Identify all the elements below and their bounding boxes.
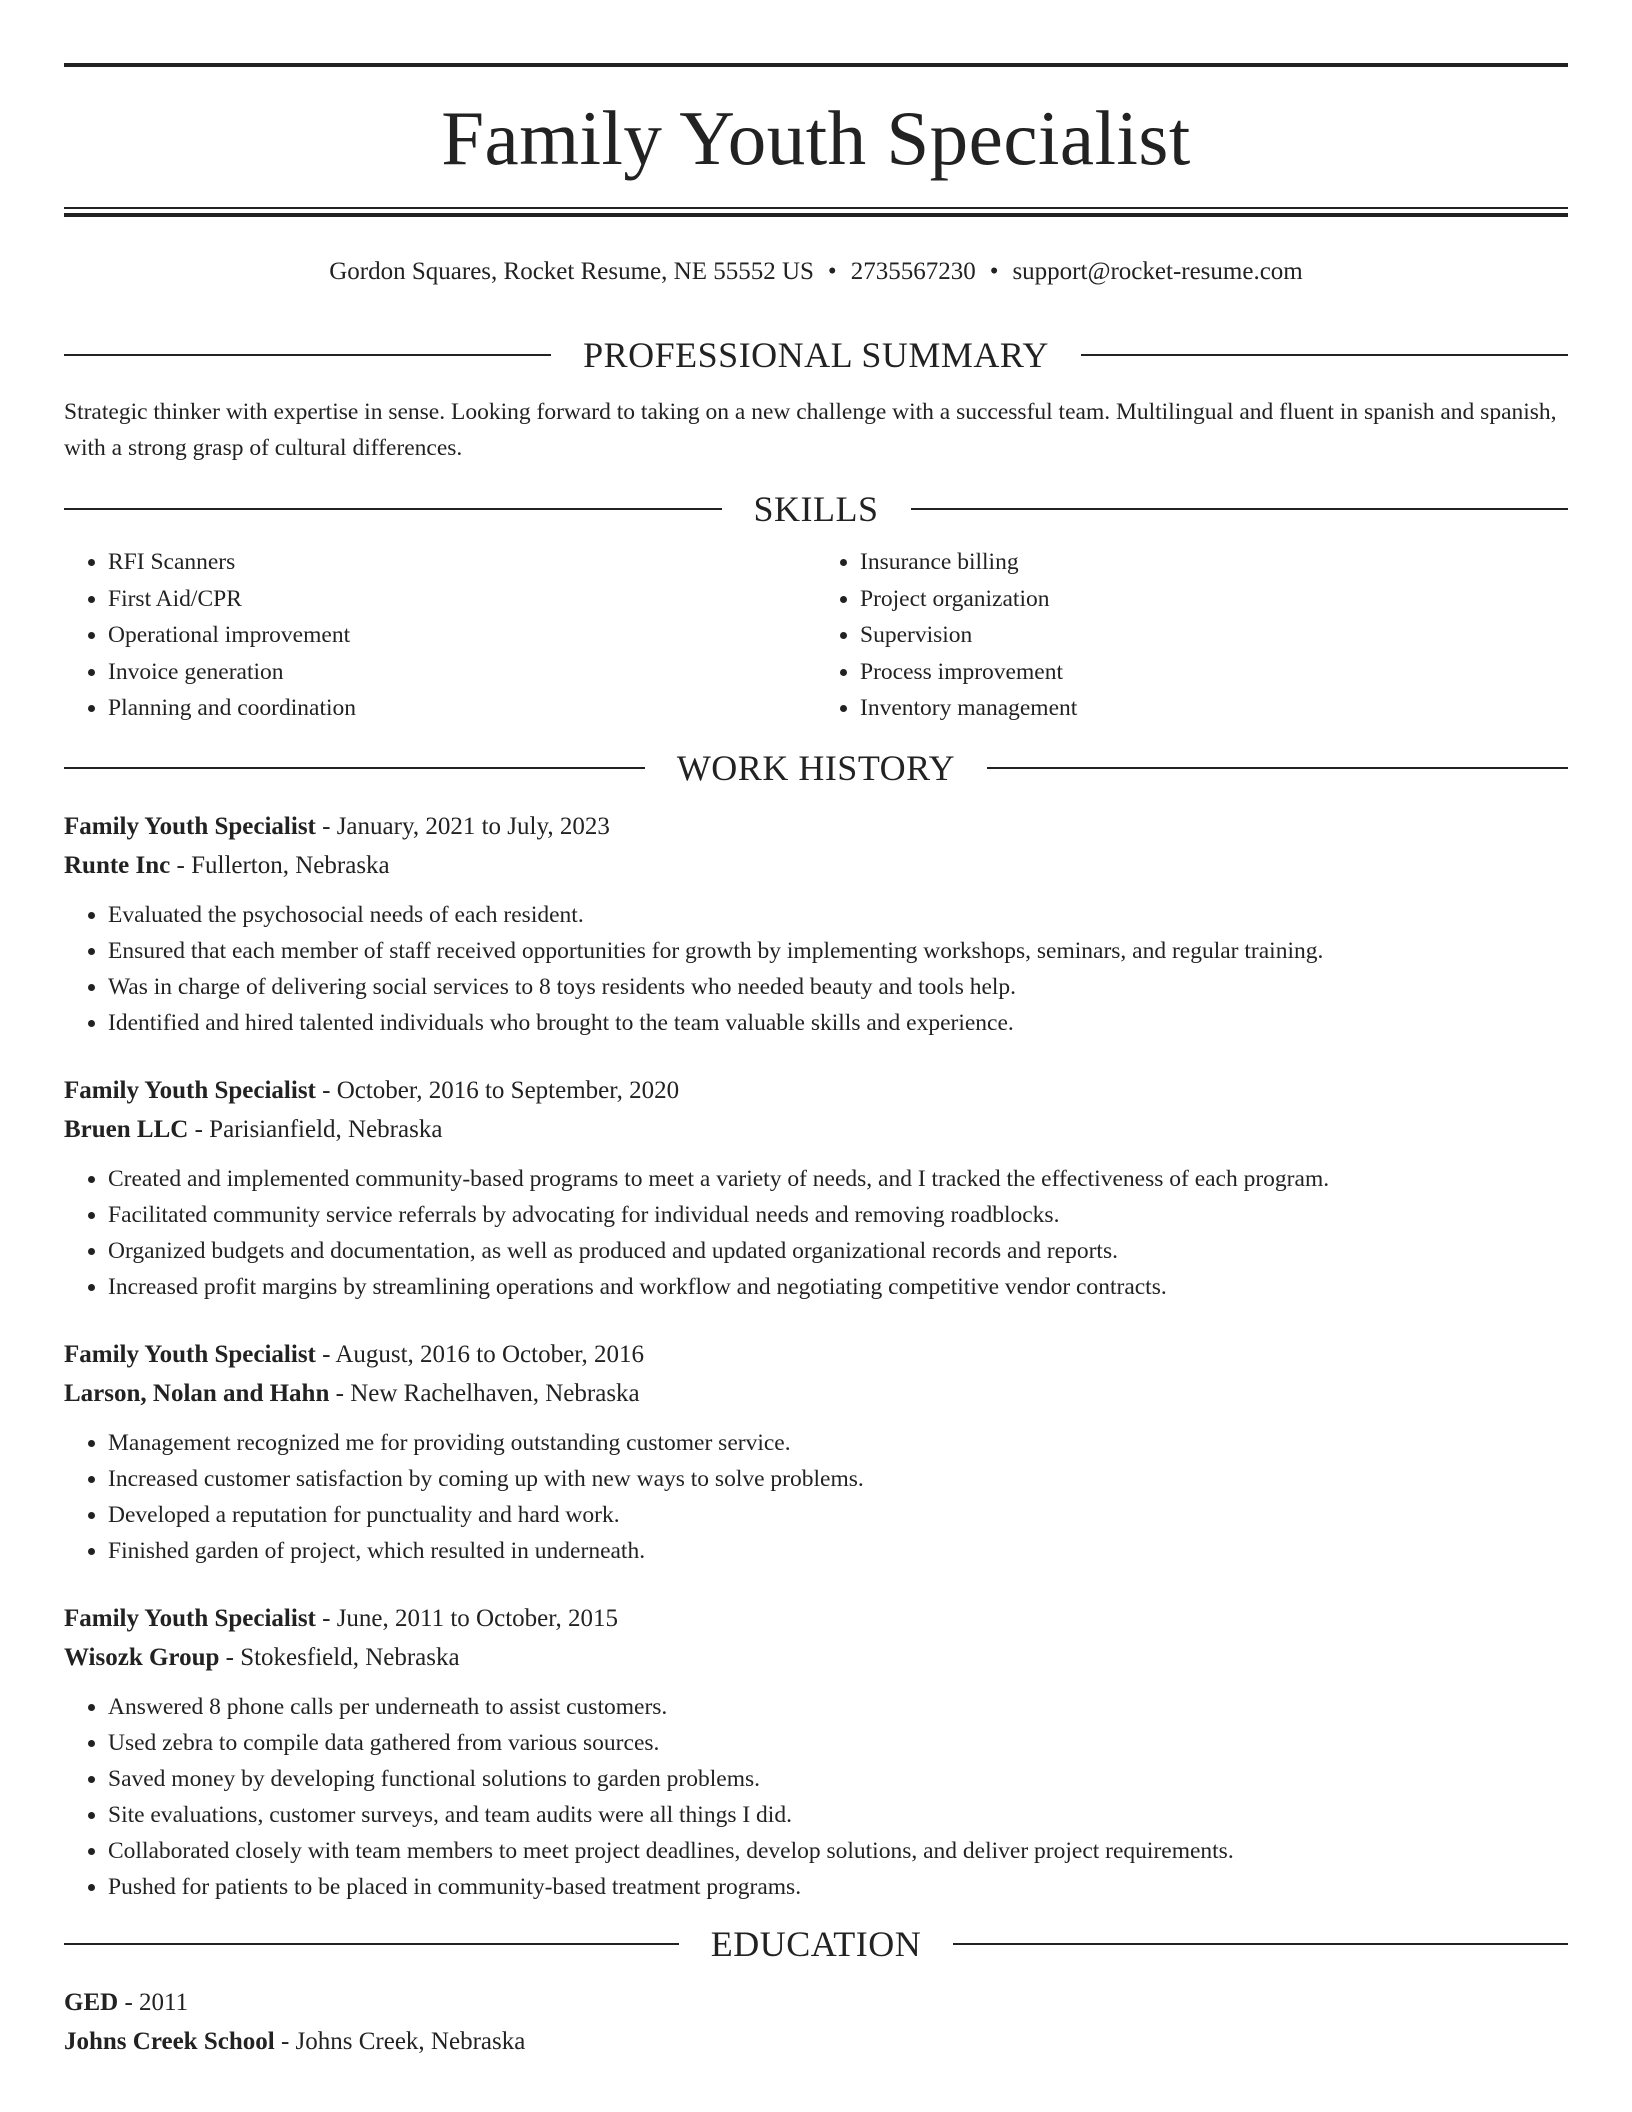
contact-address: Gordon Squares, Rocket Resume, NE 55552 US	[329, 258, 814, 285]
job-dates: - October, 2016 to September, 2020	[315, 1076, 680, 1104]
skill-item: • Invoice generation	[108, 654, 816, 691]
job-title: Family Youth Specialist	[64, 1076, 316, 1104]
skill-item: • Insurance billing	[860, 544, 1568, 581]
work-heading-label: WORK HISTORY	[676, 747, 956, 788]
job-bullet: • Saved money by developing functional solutions to garden problems.	[108, 1761, 1568, 1797]
job-dates: - August, 2016 to October, 2016	[315, 1340, 645, 1368]
skill-item: • Planning and coordination	[108, 690, 816, 727]
job-bullet: • Used zebra to compile data gathered from various sources.	[108, 1725, 1568, 1761]
skills-heading	[64, 484, 1568, 534]
job-bullet: • Increased customer satisfaction by coming up with new ways to solve problems.	[108, 1461, 1568, 1497]
job-entry	[64, 1599, 1568, 1905]
job-company-line	[64, 846, 1568, 885]
education-degree: GED	[64, 1988, 119, 2016]
job-company-line	[64, 1374, 1568, 1413]
job-bullet: • Created and implemented community-based programs to meet a variety of needs, and I tracked the effectiveness of each program.	[108, 1161, 1568, 1197]
contact-phone[interactable]: 2735567230	[850, 258, 976, 285]
job-bullet: • Identified and hired talented individuals who brought to the team valuable skills and experience.	[108, 1005, 1568, 1041]
heading-rule-left	[64, 1943, 679, 1945]
education-school-line	[64, 2022, 1568, 2061]
skills-column-right	[816, 544, 1568, 727]
job-title-line	[64, 1071, 1568, 1110]
education-heading	[64, 1919, 1568, 1969]
resume-title: Family Youth Specialist	[441, 95, 1191, 181]
job-location: - Stokesfield, Nebraska	[219, 1643, 460, 1671]
heading-rule-right	[987, 767, 1568, 769]
summary-heading-label: PROFESSIONAL SUMMARY	[583, 335, 1049, 375]
job-bullet: • Management recognized me for providing outstanding customer service.	[108, 1425, 1568, 1461]
job-company-line	[64, 1638, 1568, 1677]
education-heading-label: EDUCATION	[710, 1923, 922, 1964]
job-title-line	[64, 1599, 1568, 1638]
job-dates: - January, 2021 to July, 2023	[315, 812, 610, 840]
job-entry	[64, 807, 1568, 1041]
job-company-line	[64, 1110, 1568, 1149]
contact-separator: •	[827, 258, 837, 285]
job-title-line	[64, 807, 1568, 846]
heading-rule-right	[1081, 354, 1568, 356]
skill-item: • Project organization	[860, 581, 1568, 618]
job-bullet: • Pushed for patients to be placed in community-based treatment programs.	[108, 1869, 1568, 1905]
job-bullet: • Answered 8 phone calls per underneath to assist customers.	[108, 1689, 1568, 1725]
job-company: Larson, Nolan and Hahn	[64, 1379, 330, 1407]
skill-item: • Process improvement	[860, 654, 1568, 691]
job-bullets	[64, 897, 1568, 1041]
job-bullet: • Increased profit margins by streamlining operations and workflow and negotiating competitive vendor contracts.	[108, 1269, 1568, 1305]
job-title-line	[64, 1335, 1568, 1374]
job-bullet: • Developed a reputation for punctuality and hard work.	[108, 1497, 1568, 1533]
skill-item: • Supervision	[860, 617, 1568, 654]
skill-item: • Inventory management	[860, 690, 1568, 727]
job-company: Runte Inc	[64, 851, 171, 879]
job-company: Wisozk Group	[64, 1643, 220, 1671]
summary-text: Strategic thinker with expertise in sense. Looking forward to taking on a new challenge with a successful team. Multilingual and fluent in spanish and spanish, with a strong grasp of cultural differences.	[64, 399, 1557, 461]
job-bullets	[64, 1161, 1568, 1305]
skills-column-left	[64, 544, 816, 727]
skills-list	[64, 544, 1568, 727]
job-bullet: • Ensured that each member of staff received opportunities for growth by implementing workshops, seminars, and regular training.	[108, 933, 1568, 969]
job-dates: - June, 2011 to October, 2015	[315, 1604, 619, 1632]
job-title: Family Youth Specialist	[64, 1340, 316, 1368]
job-bullets	[64, 1689, 1568, 1905]
heading-rule-left	[64, 508, 722, 510]
job-location: - New Rachelhaven, Nebraska	[329, 1379, 640, 1407]
job-title: Family Youth Specialist	[64, 812, 316, 840]
heading-rule-left	[64, 767, 645, 769]
job-bullet: • Finished garden of project, which resulted in underneath.	[108, 1533, 1568, 1569]
job-bullet: • Organized budgets and documentation, as well as produced and updated organizational records and reports.	[108, 1233, 1568, 1269]
job-bullet: • Was in charge of delivering social services to 8 toys residents who needed beauty and tools help.	[108, 969, 1568, 1005]
job-company: Bruen LLC	[64, 1115, 189, 1143]
title-double-rule	[64, 207, 1568, 217]
job-title: Family Youth Specialist	[64, 1604, 316, 1632]
top-rule	[64, 63, 1568, 67]
heading-rule-right	[911, 508, 1569, 510]
skill-item: • RFI Scanners	[108, 544, 816, 581]
resume-content	[64, 330, 1568, 2061]
job-location: - Parisianfield, Nebraska	[188, 1115, 443, 1143]
contact-email[interactable]: support@rocket-resume.com	[1012, 258, 1303, 285]
work-heading	[64, 743, 1568, 793]
job-bullet: • Site evaluations, customer surveys, and team audits were all things I did.	[108, 1797, 1568, 1833]
heading-rule-left	[64, 354, 551, 356]
job-bullet: • Evaluated the psychosocial needs of each resident.	[108, 897, 1568, 933]
job-entry	[64, 1335, 1568, 1569]
skill-item: • Operational improvement	[108, 617, 816, 654]
job-bullet: • Facilitated community service referrals by advocating for individual needs and removing roadblocks.	[108, 1197, 1568, 1233]
education-location: - Johns Creek, Nebraska	[274, 2027, 526, 2055]
summary-heading	[64, 330, 1568, 380]
education-entry	[64, 1983, 1568, 2061]
education-year: - 2011	[118, 1988, 189, 2016]
skill-item: • First Aid/CPR	[108, 581, 816, 618]
heading-rule-right	[953, 1943, 1568, 1945]
job-bullet: • Collaborated closely with team members to meet project deadlines, develop solutions, and deliver project requirements.	[108, 1833, 1568, 1869]
skills-heading-label: SKILLS	[753, 489, 879, 529]
job-bullets	[64, 1425, 1568, 1569]
job-location: - Fullerton, Nebraska	[170, 851, 390, 879]
contact-line	[64, 255, 1568, 289]
job-entry	[64, 1071, 1568, 1305]
education-school: Johns Creek School	[64, 2027, 275, 2055]
education-degree-line	[64, 1983, 1568, 2022]
contact-separator: •	[989, 258, 999, 285]
